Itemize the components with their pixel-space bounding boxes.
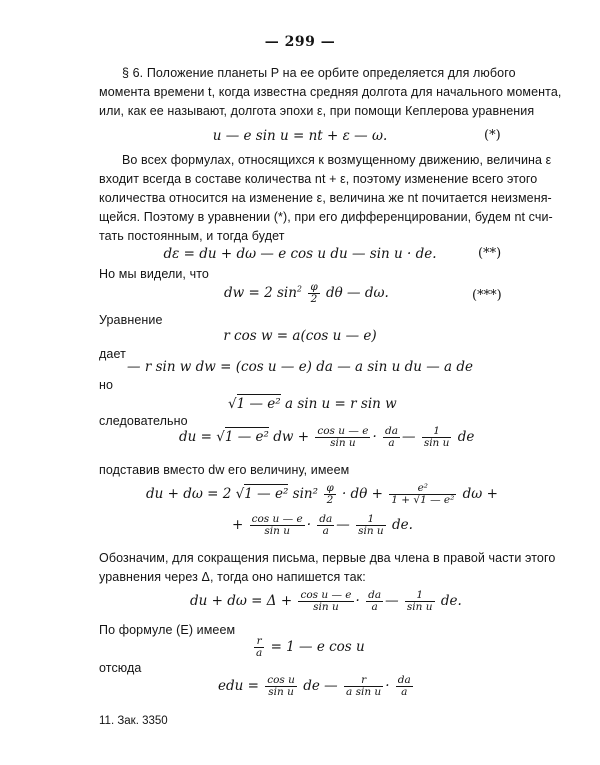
- text-line: отсюда: [99, 661, 142, 675]
- equation-3: dw = 2 $\sin^2$ $\frac{\varphi}{2}$ dθ — dω.: [224, 281, 389, 305]
- text-line: количества относится на изменение ε, величина же nt почитается неизменя-: [99, 191, 552, 205]
- fraction: $\frac{r}{\text{a sin u}}$: [345, 674, 382, 698]
- equation-tag: (*): [484, 128, 501, 143]
- text-line: дает: [99, 347, 126, 361]
- fraction: $\frac{da}{a}$: [319, 513, 333, 537]
- fraction: $\frac{r}{a}$: [256, 635, 263, 659]
- fraction: $\frac{\text{cos u — e}}{\text{sin u}}$: [300, 589, 352, 613]
- text-line: щейся. Поэтому в уравнении (*), при его дифференцировании, будем nt счи-: [99, 210, 553, 224]
- equation-4: r cos w = a(cos u — e): [223, 328, 377, 344]
- fraction: $\frac{\varphi}{2}$: [310, 281, 318, 305]
- text-line: Во всех формулах, относящихся к возмущенному движению, величина ε: [122, 153, 552, 167]
- text-line: но: [99, 378, 114, 392]
- equation-7: du = √1 — e² dw + $\frac{\text{cos u — e}}{\text{sin u}}$ · $\frac{da}{a}$ — $\frac{1}{\text{sin u}}$ de: [179, 425, 475, 449]
- fraction: $\frac{\text{cos u — e}}{\text{sin u}}$: [317, 425, 369, 449]
- text-line: следовательно: [99, 414, 188, 428]
- text-line: или, как ее называют, долгота эпохи ε, при помощи Кеплерова уравнения: [99, 104, 535, 118]
- equation-5: — r sin w dw = (cos u — e) da — a sin u du — a de: [127, 359, 473, 375]
- equation-2: dε = du + dω — e cos u du — sin u · de.: [163, 246, 437, 262]
- text-line: Обозначим, для сокращения письма, первые два члена в правой части этого: [99, 551, 556, 565]
- text-line: Уравнение: [99, 313, 163, 327]
- text-line: тать постоянным, и тогда будет: [99, 229, 285, 243]
- fraction: $\frac{da}{a}$: [397, 674, 411, 698]
- text-line: момента времени t, когда известна средняя долгота для начального момента,: [99, 85, 562, 99]
- equation-11: $\frac{r}{a}$ = 1 — e cos u: [256, 635, 365, 659]
- print-footer: 11. Зак. 3350: [99, 715, 168, 727]
- kepler-equation: u — e sin u = nt + ε — ω.: [212, 128, 388, 144]
- fraction: $\frac{da}{a}$: [385, 425, 399, 449]
- fraction: $\frac{da}{a}$: [368, 589, 382, 613]
- text-line: подставив вместо dw его величину, имеем: [99, 463, 350, 477]
- fraction: $\frac{1}{\text{sin u}}$: [406, 589, 433, 613]
- equation-6: √1 — e² a sin u = r sin w: [228, 396, 397, 412]
- fraction: $\frac{\text{cos u}}{\text{sin u}}$: [267, 674, 295, 698]
- fraction: $\frac{\text{cos u — e}}{\text{sin u}}$: [251, 513, 303, 537]
- fraction: $\frac{\varphi}{2}$: [326, 482, 334, 506]
- text-line: уравнения через Δ, тогда оно напишется так:: [99, 570, 366, 584]
- equation-tag: (**): [478, 246, 502, 261]
- text-line: § 6. Положение планеты P на ее орбите определяется для любого: [122, 66, 516, 80]
- page-number: — 299 —: [264, 34, 336, 50]
- equation-12: edu = $\frac{\text{cos u}}{\text{sin u}}$ de — $\frac{r}{\text{a sin u}}$ · $\frac{da}{a}$: [218, 674, 411, 698]
- fraction: $\frac{1}{\text{sin u}}$: [358, 513, 384, 537]
- equation-9: + $\frac{\text{cos u — e}}{\text{sin u}}$ · $\frac{da}{a}$ — $\frac{1}{\text{sin u}}$ de.: [232, 513, 413, 537]
- text-line: По формуле (E) имеем: [99, 623, 236, 637]
- fraction: $\frac{1}{\text{sin u}}$: [423, 425, 450, 449]
- equation-8: du + dω = 2 √1 — e² sin² $\frac{\varphi}{2}$ · dθ + $\frac{\text{e²}}{\text{1 + √1 — e²}}$ dω +: [146, 482, 498, 506]
- fraction: $\frac{\text{e²}}{\text{1 + √1 — e²}}$: [391, 482, 455, 506]
- equation-tag: (***): [472, 288, 502, 303]
- text-line: Но мы видели, что: [99, 267, 209, 281]
- equation-10: du + dω = Δ + $\frac{\text{cos u — e}}{\text{sin u}}$ · $\frac{da}{a}$ — $\frac{1}{\text{sin u}}$ de.: [190, 589, 462, 613]
- text-line: входит всегда в составе количества nt + ε, поэтому изменение всего этого: [99, 172, 538, 186]
